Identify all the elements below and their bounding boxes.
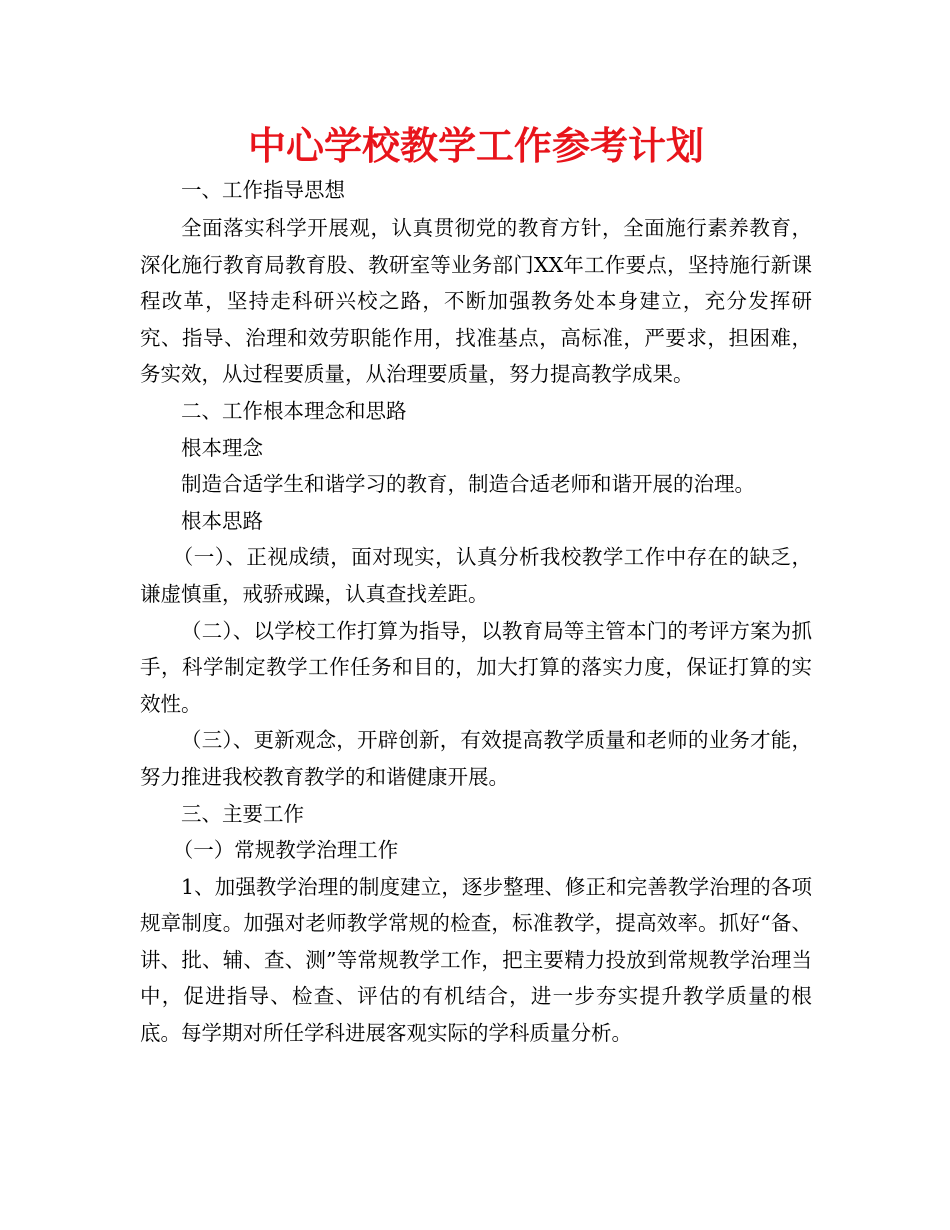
- approach-item-2: （二）、以学校工作打算为指导，以教育局等主管本门的考评方案为抓手，科学制定教学工作任务和目的，加大打算的落实力度，保证打算的实效性。: [140, 618, 812, 716]
- section-heading-guiding-thought: 一、工作指导思想: [181, 178, 345, 202]
- approach-item-3: （三）、更新观念，开辟创新，有效提高教学质量和老师的业务才能，努力推进我校教育教学的和谐健康开展。: [140, 728, 812, 789]
- subheading-basic-concept: 根本理念: [181, 435, 263, 460]
- subheading-routine-management: （一）常规教学治理工作: [172, 838, 399, 863]
- body-paragraph-guiding-thought: 全面落实科学开展观，认真贯彻党的教育方针，全面施行素养教育，深化施行教育局教育股、教研室等业务部门XX年工作要点，坚持施行新课程改革，坚持走科研兴校之路，不断加强教务处本身建立，充分发挥研究、指导、治理和效劳职能作用，找准基点，高标准，严要求，担困难，务实效，从过程要质量，从治理要质量，努力提高教学成果。: [140, 216, 812, 387]
- document-page: [140, 118, 812, 1052]
- subheading-basic-approach: 根本思路: [181, 508, 263, 533]
- document-title: 中心学校教学工作参考计划: [247, 124, 704, 168]
- body-paragraph-routine-management: 1、加强教学治理的制度建立，逐步整理、修正和完善教学治理的各项规章制度。加强对老师教学常规的检查，标准教学，提高效率。抓好“备、讲、批、辅、查、测”等常规教学工作，把主要精力投放到常规教学治理当中，促进指导、检查、评估的有机结合，进一步夯实提升教学质量的根底。每学期对所任学科进展客观实际的学科质量分析。: [140, 874, 812, 1046]
- body-paragraph-basic-concept: 制造合适学生和谐学习的教育，制造合适老师和谐开展的治理。: [181, 472, 755, 497]
- section-heading-basic-concept: 二、工作根本理念和思路: [181, 398, 407, 423]
- section-heading-main-work: 三、主要工作: [181, 801, 304, 826]
- approach-item-1: （一）、正视成绩，面对现实，认真分析我校教学工作中存在的缺乏，谦虚慎重，戒骄戒躁，认真查找差距。: [140, 545, 812, 606]
